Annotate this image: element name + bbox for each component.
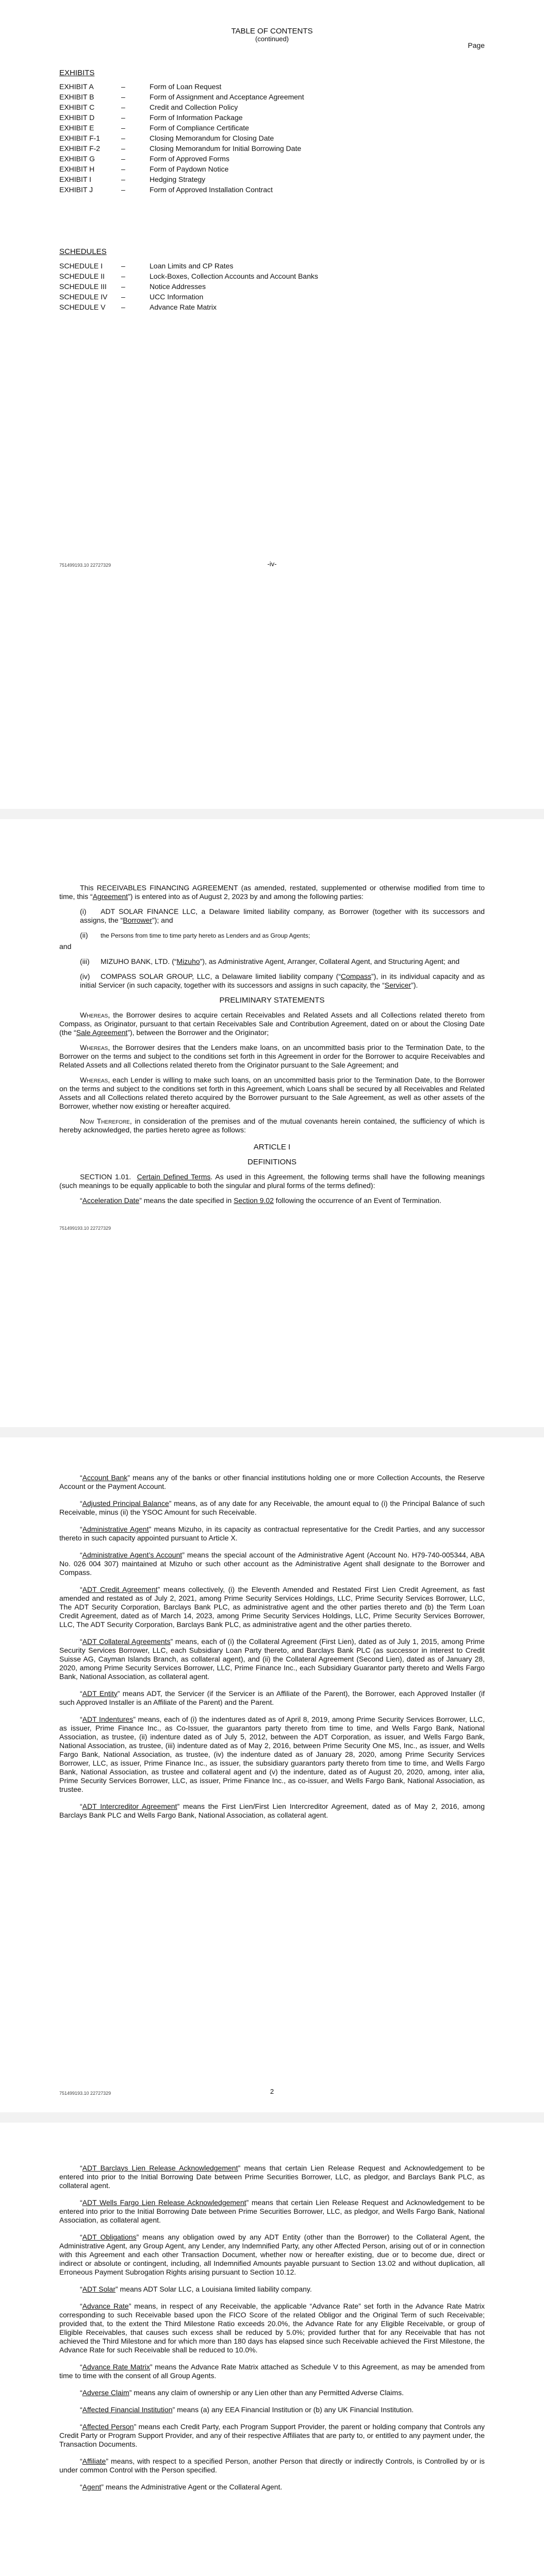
section-1-01: SECTION 1.01. Certain Defined Terms. As used in this Agreement, the following terms shall have the following meanings (such meanings to be equally applicable to both the singular and plural forms of the terms defined): (59, 1173, 485, 1190)
item-dash: – (121, 185, 125, 194)
party-iv: (iv) COMPASS SOLAR GROUP, LLC, a Delaware limited liability company (“Compass”), in its individual capacity and as initial Servicer (in such capacity, together with its successors and assigns in such capacity, the “Servicer”). (80, 972, 485, 989)
definition-text: ” means, in respect of any Receivable, the applicable “Advance Rate” set forth in the Advance Rate Matrix corresponding to such Receivable based upon the FICO Score of the related Obligor and the Original Term of such Receivable; provided that, to the extent the Third Milestone Ratio exceeds 20.0%, the Advance Rate for any Eligible Receivable, or group of Eligible Receivables, that causes such excess shall be reduced by 5.0%; provided further that for any Receivable that has not achieved the Third Milestone and for which more than 180 days has elapsed since such Receivable achieved the First Milestone, the Advance Rate for such Receivable shall be reduced to 10.0%. (59, 2302, 485, 2354)
defined-term: Account Bank (82, 1473, 128, 1482)
defined-term: ADT Credit Agreement (82, 1585, 158, 1594)
footer-doc-id: 751499193.10 22727329 (59, 1226, 111, 1231)
item-code: EXHIBIT A (59, 82, 94, 91)
definition-text: ” means ADT, the Servicer (if the Servicer is an Affiliate of the Parent), the Borrower, each Approved Installer (if such Approved Installer is an Affiliate of the Parent) and the Parent. (59, 1689, 485, 1706)
definition-paragraph (59, 2405, 485, 2414)
open-quote: “ (80, 2388, 83, 2397)
item-dash: – (121, 155, 125, 163)
item-code: EXHIBIT C (59, 103, 95, 111)
item-title: Credit and Collection Policy (150, 103, 238, 111)
intro-paragraph: This RECEIVABLES FINANCING AGREEMENT (as amended, restated, supplemented or otherwise modified from time to time, this “Agreement”) is entered into as of August 2, 2023 by and among the following parties: (59, 884, 485, 901)
defined-term: ADT Indentures (82, 1715, 134, 1723)
whereas-2: Whereas, the Borrower desires that the Lenders make loans, on an uncommitted basis prior to the Termination Date, to the Borrower on the terms and subject to the conditions set forth in this Agreement in order for the Borrower to acquire Receivables and Related Assets and all Collections related thereto from the Originator pursuant to the Sale Agreement; and (59, 1043, 485, 1069)
item-dash: – (121, 175, 125, 183)
item-code: SCHEDULE IV (59, 293, 108, 301)
defined-term: Adverse Claim (82, 2388, 129, 2397)
toc-subtitle: (continued) (255, 35, 289, 43)
definition-text: ” means any of the banks or other financial institutions holding one or more Collection Accounts, the Reserve Account or the Payment Account. (59, 1473, 485, 1490)
definition-text: ” means ADT Solar LLC, a Louisiana limited liability company. (116, 2285, 312, 2293)
open-quote: “ (80, 2302, 83, 2310)
defined-term: Advance Rate (82, 2302, 129, 2310)
open-quote: “ (80, 1689, 83, 1698)
open-quote: “ (80, 1499, 83, 1507)
item-dash: – (121, 282, 125, 291)
open-quote: “ (80, 2285, 83, 2293)
open-quote: “ (80, 1715, 83, 1723)
toc-title: TABLE OF CONTENTS (231, 27, 313, 36)
definition-paragraph (59, 2422, 485, 2449)
defined-term: Advance Rate Matrix (82, 2363, 150, 2371)
item-dash: – (121, 262, 125, 270)
open-quote: “ (80, 1637, 83, 1646)
defined-term: Agent (82, 2483, 102, 2491)
definition-text: ” means, each of (i) the Collateral Agreement (First Lien), dated as of July 1, 2015, among Prime Security Services Borrower, LLC, each Subsidiary Loan Party thereto, and Barclays Bank PLC (as successor in interest to Credit Suisse AG, Cayman Islands Branch, as collateral agent), and (ii) the Collateral Agreement (Second Lien), dated as of January 28, 2020, among Prime Security Services Borrower, LLC, Prime Finance Inc., each Subsidiary Guarantor party thereto and Wells Fargo Bank, National Association, as collateral agent. (59, 1637, 485, 1681)
page-number: -iv- (267, 560, 277, 568)
toc-page-label: Page (468, 41, 485, 49)
exhibit-row (59, 155, 304, 165)
item-code: SCHEDULE II (59, 272, 105, 280)
party-iii: (iii) MIZUHO BANK, LTD. (“Mizuho”), as Administrative Agent, Arranger, Collateral Agent, and Structuring Agent; and (80, 957, 460, 965)
definition-paragraph (59, 2457, 485, 2475)
footer-doc-id: 751499193.10 22727329 (59, 563, 111, 568)
definition-paragraph (59, 2302, 485, 2354)
item-dash: – (121, 303, 125, 311)
item-title: Closing Memorandum for Initial Borrowing Date (150, 144, 302, 152)
item-code: EXHIBIT D (59, 113, 95, 122)
definition-text: ” means that certain Lien Release Request and Acknowledgement to be entered into prior to the Initial Borrowing Date between Prime Securities Borrower, LLC, as pledgor, and Wells Fargo Bank, National Association, as collateral agent. (59, 2198, 485, 2224)
exhibit-row (59, 103, 304, 113)
defined-term: Affiliate (82, 2457, 106, 2465)
exhibit-row (59, 144, 304, 155)
item-dash: – (121, 93, 125, 101)
exhibit-row (59, 185, 304, 196)
definitions-heading: DEFINITIONS (247, 1158, 296, 1166)
item-title: Form of Approved Forms (150, 155, 229, 163)
exhibit-row (59, 165, 304, 175)
item-code: SCHEDULE I (59, 262, 103, 270)
definition-paragraph (59, 1689, 485, 1707)
definition-paragraph (59, 1551, 485, 1577)
item-code: EXHIBIT E (59, 124, 94, 132)
open-quote: “ (80, 2422, 83, 2431)
definition-text: ” means any obligation owed by any ADT Entity (other than the Borrower) to the Collateral Agent, the Administrative Agent, any Group Agent, any Lender, any Indemnified Party, any other Affected Person, arising out of or in connection with this Agreement and each other Transaction Document, whether now or hereafter existing, due or to become due, direct or indirect or absolute or contingent, including, all Indemnified Amounts payable pursuant to Section 13.02 and without duplication, all Erroneous Payment Subrogation Rights arising pursuant to Section 10.12. (59, 2233, 485, 2276)
definition-paragraph (59, 1473, 485, 1491)
item-code: EXHIBIT J (59, 185, 93, 194)
defined-term: Affected Financial Institution (82, 2405, 173, 2414)
definition-paragraph (59, 2388, 485, 2397)
item-code: EXHIBIT I (59, 175, 91, 183)
item-dash: – (121, 165, 125, 173)
definition-paragraph (59, 1499, 485, 1517)
exhibit-row (59, 175, 304, 185)
definition-text: ” means Mizuho, in its capacity as contractual representative for the Credit Parties, and any successor thereto in such capacity appointed pursuant to Article X. (59, 1525, 485, 1542)
open-quote: “ (80, 2233, 83, 2241)
item-code: EXHIBIT B (59, 93, 94, 101)
schedule-row (59, 293, 318, 303)
schedule-row (59, 262, 318, 272)
item-dash: – (121, 113, 125, 122)
defined-term: ADT Collateral Agreements (82, 1637, 171, 1646)
exhibit-row (59, 124, 304, 134)
whereas-1: Whereas, the Borrower desires to acquire certain Receivables and Related Assets and all Collections related thereto from Compass, as Originator, pursuant to that certain Receivables Sale and Contribution Agreement, dated on or about the Closing Date (the “Sale Agreement”), between the Borrower and the Originator; (59, 1011, 485, 1037)
item-title: Closing Memorandum for Closing Date (150, 134, 274, 142)
open-quote: “ (80, 2198, 83, 2207)
open-quote: “ (80, 2164, 83, 2172)
item-code: SCHEDULE III (59, 282, 107, 291)
item-title: UCC Information (150, 293, 204, 301)
item-title: Hedging Strategy (150, 175, 206, 183)
exhibit-row (59, 82, 304, 93)
page-definitions-2 (0, 1437, 544, 2112)
definition-text: ” means that certain Lien Release Request and Acknowledgement to be entered into prior to the Initial Borrowing Date between Prime Securities Borrower, LLC, as pledgor, and Barclays Bank PLC, as collateral agent. (59, 2164, 485, 2190)
item-dash: – (121, 124, 125, 132)
definition-paragraph (59, 1585, 485, 1629)
definition-paragraph (59, 1637, 485, 1681)
open-quote: “ (80, 2483, 83, 2491)
item-dash: – (121, 82, 125, 91)
defined-term: ADT Solar (82, 2285, 116, 2293)
definition-paragraph (59, 2164, 485, 2190)
item-code: EXHIBIT H (59, 165, 95, 173)
open-quote: “ (80, 1585, 83, 1594)
item-title: Advance Rate Matrix (150, 303, 217, 311)
exhibit-row (59, 113, 304, 124)
item-code: EXHIBIT G (59, 155, 95, 163)
item-dash: – (121, 144, 125, 152)
open-quote: “ (80, 1525, 83, 1533)
item-code: EXHIBIT F-1 (59, 134, 101, 142)
item-dash: – (121, 103, 125, 111)
definition-text: ” means the Advance Rate Matrix attached as Schedule V to this Agreement, as may be amended from time to time with the consent of all Group Agents. (59, 2363, 485, 2380)
party-ii: (ii) the Persons from time to time party hereto as Lenders and as Group Agents; (80, 931, 310, 939)
schedule-row (59, 282, 318, 293)
item-title: Form of Compliance Certificate (150, 124, 249, 132)
defined-term: ADT Intercreditor Agreement (82, 1802, 177, 1810)
definitions-list (59, 1473, 485, 1820)
open-quote: “ (80, 2405, 83, 2414)
definition-text: ” means, with respect to a specified Person, another Person that directly or indirectly Controls, is Controlled by or is under common Control with the Person specified. (59, 2457, 485, 2474)
definition-paragraph (59, 2233, 485, 2277)
party-i: (i) ADT SOLAR FINANCE LLC, a Delaware limited liability company, as Borrower (together with its successors and assigns, the “Borrower”); and (80, 907, 485, 924)
and-word: and (59, 942, 72, 951)
item-dash: – (121, 272, 125, 280)
exhibit-row (59, 93, 304, 103)
page-definitions-3 (0, 2123, 544, 2576)
open-quote: “ (80, 2363, 83, 2371)
schedules-heading: SCHEDULES (59, 247, 107, 256)
whereas-3: Whereas, each Lender is willing to make such loans, on an uncommitted basis prior to the Termination Date, to the Borrower on the terms and subject to the conditions set forth in this Agreement, which Loans shall be secured by all Receivables and Related Assets and all Collections related thereto acquired by the Borrower pursuant to the Sale Agreement, as well as other assets of the Borrower, whether now existing or hereafter acquired. (59, 1076, 485, 1110)
exhibit-row (59, 134, 304, 144)
item-dash: – (121, 134, 125, 142)
exhibits-heading: EXHIBITS (59, 69, 95, 77)
item-code: EXHIBIT F-2 (59, 144, 101, 152)
definition-text: ” means the First Lien/First Lien Intercreditor Agreement, dated as of May 2, 2016, among Barclays Bank PLC and Wells Fargo Bank, National Association, as collateral agent. (59, 1802, 485, 1819)
defined-term: Administrative Agent’s Account (82, 1551, 183, 1559)
definition-paragraph (59, 1525, 485, 1543)
item-title: Notice Addresses (150, 282, 206, 291)
item-title: Loan Limits and CP Rates (150, 262, 234, 270)
exhibits-list (59, 82, 304, 196)
open-quote: “ (80, 1473, 83, 1482)
definition-text: ” means each Credit Party, each Program Support Provider, the parent or holding company that Controls any Credit Party or Program Support Provider, and any of their respective Affiliates that are party to, or entitled to any payment under, the Transaction Documents. (59, 2422, 485, 2448)
page-agreement-intro (0, 819, 544, 1427)
definition-text: ” means the special account of the Administrative Agent (Account No. H79-740-005344, ABA No. 026 004 307) maintained at Mizuho or such other account as the Administrative Agent shall designate to the Borrower and Compass. (59, 1551, 485, 1577)
page-number: 2 (270, 2088, 274, 2095)
defined-term: ADT Entity (82, 1689, 118, 1698)
definition-paragraph (59, 1715, 485, 1794)
definition-text: ” means the Administrative Agent or the Collateral Agent. (101, 2483, 283, 2491)
item-title: Lock-Boxes, Collection Accounts and Account Banks (150, 272, 318, 280)
item-title: Form of Approved Installation Contract (150, 185, 273, 194)
open-quote: “ (80, 1551, 83, 1559)
definition-text: ” means (a) any EEA Financial Institution or (b) any UK Financial Institution. (172, 2405, 414, 2414)
footer-doc-id: 751499193.10 22727329 (59, 2091, 111, 2096)
item-title: Form of Loan Request (150, 82, 222, 91)
defined-term: ADT Wells Fargo Lien Release Acknowledgement (82, 2198, 246, 2207)
definition-paragraph (59, 2285, 485, 2294)
definitions-list (59, 2164, 485, 2492)
schedule-row (59, 303, 318, 313)
definition-paragraph (59, 1802, 485, 1820)
now-therefore: Now Therefore, in consideration of the premises and of the mutual covenants herein contained, the sufficiency of which is hereby acknowledged, the parties hereto agree as follows: (59, 1117, 485, 1134)
defined-term: ADT Obligations (82, 2233, 137, 2241)
definition-text: ” means, as of any date for any Receivable, the amount equal to (i) the Principal Balance of such Receivable, minus (ii) the YSOC Amount for such Receivable. (59, 1499, 485, 1516)
definition-paragraph (59, 2198, 485, 2225)
page-toc (0, 0, 544, 809)
article-heading: ARTICLE I (253, 1143, 291, 1151)
item-title: Form of Paydown Notice (150, 165, 229, 173)
def-acceleration-date: “Acceleration Date” means the date specified in Section 9.02 following the occurrence of an Event of Termination. (80, 1196, 441, 1205)
schedule-row (59, 272, 318, 282)
item-title: Form of Information Package (150, 113, 243, 122)
open-quote: “ (80, 2457, 83, 2465)
definition-paragraph (59, 2483, 485, 2492)
defined-term: Administrative Agent (82, 1525, 149, 1533)
defined-term: Affected Person (82, 2422, 134, 2431)
schedules-list (59, 262, 318, 313)
definition-text: ” means, each of (i) the indentures dated as of April 8, 2019, among Prime Security Services Borrower, LLC, as issuer, Prime Finance Inc., as Co-Issuer, the guarantors party thereto from time to time, and Wells Fargo Bank, National Association, as trustee, (ii) indenture dated as of July 5, 2012, between the ADT Corporation, as issuer, and Wells Fargo Bank, National Association, as trustee, (iii) indenture dated as of May 2, 2016, between Prime Security One MS, Inc., as issuer, and Wells Fargo Bank, National Association, as trustee, (iv) the indenture dated as of January 28, 2020, among Prime Security Services Borrower, LLC, as issuer, Prime Finance Inc., as issuer, the subsidiary guarantors party thereto from time to time, and Wells Fargo Bank, National Association, as trustee and collateral agent and (v) the indenture, dated as of August 20, 2020, among, inter alia, Prime Security Services Borrower, LLC, as issuer, Prime Finance Inc., as co-issuer, and Wells Fargo Bank, National Association, as trustee. (59, 1715, 485, 1793)
definition-text: ” means any claim of ownership or any Lien other than any Permitted Adverse Claims. (129, 2388, 404, 2397)
item-title: Form of Assignment and Acceptance Agreement (150, 93, 304, 101)
definition-text: ” means collectively, (i) the Eleventh Amended and Restated First Lien Credit Agreement, as fast amended and restated as of July 2, 2021, among Prime Security Services Holdings, LLC, Prime Security Services Borrower, LLC, The ADT Security Corporation, Barclays Bank PLC, as administrative agent and the other parties thereto and (b) the Term Loan Credit Agreement, dated as of March 14, 2023, among Prime Security Services Holdings, LLC, Prime Security Services Borrower, LLC, The ADT Security Corporation, Barclays Bank PLC, as administrative agent and the other parties thereto. (59, 1585, 485, 1629)
item-dash: – (121, 293, 125, 301)
definition-paragraph (59, 2363, 485, 2380)
preliminary-heading: PRELIMINARY STATEMENTS (219, 996, 325, 1005)
defined-term: ADT Barclays Lien Release Acknowledgement (82, 2164, 238, 2172)
defined-term: Adjusted Principal Balance (82, 1499, 169, 1507)
open-quote: “ (80, 1802, 83, 1810)
item-code: SCHEDULE V (59, 303, 106, 311)
